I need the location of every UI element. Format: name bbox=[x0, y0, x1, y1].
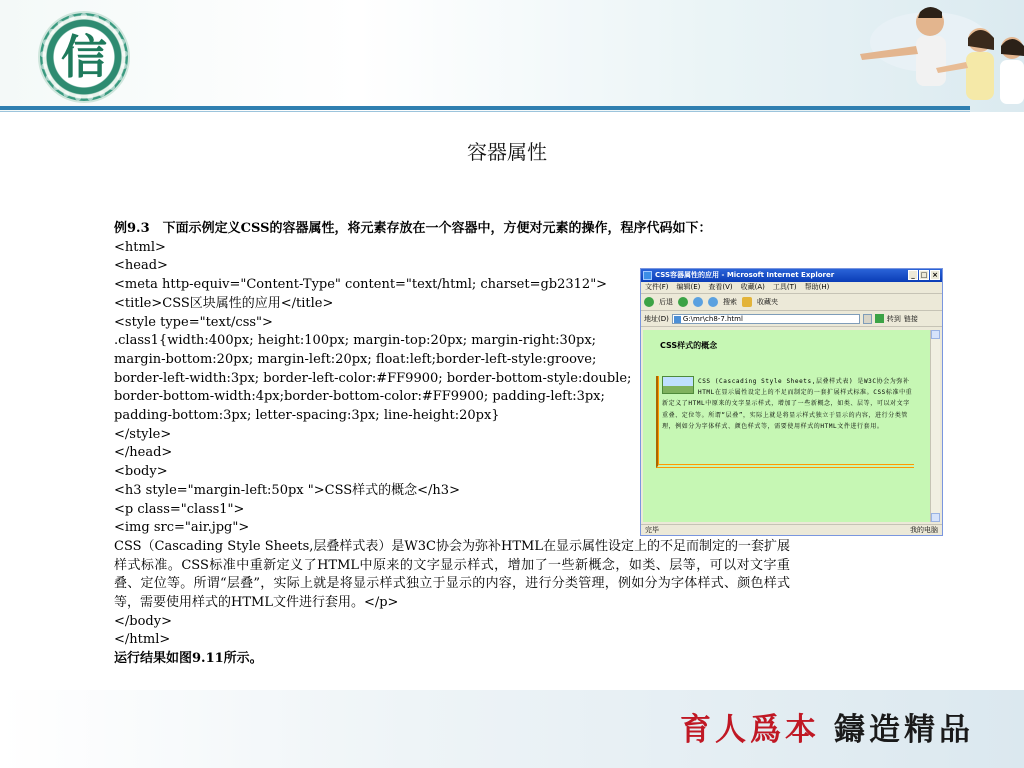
code-line: <body> bbox=[114, 464, 168, 480]
motto-right: 鑄造精品 bbox=[834, 712, 974, 748]
page-heading: CSS样式的概念 bbox=[660, 341, 718, 350]
school-logo bbox=[40, 13, 128, 101]
favorites-icon[interactable] bbox=[742, 297, 752, 307]
code-line: <img src="air.jpg"> bbox=[114, 520, 250, 536]
code-line: padding-bottom:3px; letter-spacing:3px; line-height:20px} bbox=[114, 408, 500, 424]
browser-title: CSS容器属性的应用 - Microsoft Internet Explorer bbox=[655, 271, 835, 279]
back-icon[interactable] bbox=[644, 297, 654, 307]
code-line: <html> bbox=[114, 239, 166, 255]
ie-icon bbox=[643, 271, 652, 280]
code-paragraph: CSS（Cascading Style Sheets,层叠样式表）是W3C协会为弥补HTML在显示属性设定上的不足而制定的一套扩展样式标准。CSS标准中重新定义了HTML中原来的文字显示样式，增加了一些新概念，如类、层等，可以对文字重叠、定位等。所谓“层叠”，实际上就是将显示样式独立于显示的内容，进行分类管理，例如分为字体样式、颜色样式等，需要使用样式的HTML文件进行套用。</p> bbox=[114, 538, 790, 611]
code-line: <p class="class1"> bbox=[114, 501, 245, 517]
code-line: <title>CSS区块属性的应用</title> bbox=[114, 295, 334, 311]
code-line: <head> bbox=[114, 258, 168, 274]
slide-title: 容器属性 bbox=[467, 140, 547, 164]
address-input[interactable] bbox=[672, 314, 860, 324]
code-line: </head> bbox=[114, 445, 173, 461]
menu-view[interactable]: 查看(V) bbox=[708, 283, 733, 291]
header-rule bbox=[0, 106, 970, 110]
code-line: margin-bottom:20px; margin-left:20px; float:left;border-left-style:groove; bbox=[114, 351, 597, 367]
header-rule-thin bbox=[0, 111, 970, 112]
code-line: <meta http-equiv="Content-Type" content="text/html; charset=gb2312"> bbox=[114, 277, 608, 293]
code-line: border-bottom-width:4px;border-bottom-color:#FF9900; padding-left:3px; bbox=[114, 389, 605, 405]
minimize-icon[interactable]: _ bbox=[908, 270, 918, 280]
menu-edit[interactable]: 编辑(E) bbox=[676, 283, 701, 291]
menu-tools[interactable]: 工具(T) bbox=[772, 283, 797, 291]
people-illustration bbox=[840, 2, 1024, 106]
page-icon bbox=[674, 316, 681, 323]
go-button[interactable]: 转到 bbox=[886, 314, 901, 323]
code-line: <style type="text/css"> bbox=[114, 314, 273, 330]
code-line: </html> bbox=[114, 632, 171, 648]
favorites-button[interactable]: 收藏夹 bbox=[757, 298, 778, 306]
refresh-icon[interactable] bbox=[693, 297, 703, 307]
address-value: G:\mr\ch8-7.html bbox=[682, 314, 743, 323]
code-line: <h3 style="margin-left:50px ">CSS样式的概念</h3> bbox=[114, 482, 460, 498]
example-intro: 例9.3 下面示例定义CSS的容器属性，将元素存放在一个容器中，方便对元素的操作，程序代码如下： bbox=[114, 221, 712, 236]
scroll-up-icon[interactable] bbox=[931, 330, 940, 339]
go-icon[interactable] bbox=[875, 314, 884, 323]
status-zone: 我的电脑 bbox=[910, 526, 938, 534]
browser-screenshot bbox=[640, 268, 943, 536]
address-bar bbox=[641, 311, 942, 327]
code-line: </body> bbox=[114, 613, 172, 629]
page-viewport bbox=[643, 330, 931, 522]
code-line: </style> bbox=[114, 426, 172, 442]
container-text: CSS (Cascading Style Sheets,层叠样式表) 是W3C协会为弥补HTML在显示属性设定上的不足而制定的一套扩展样式标准。CSS标准中重新定义了HTML中原来的文字显示样式，增加了一些新概念，如类、层等，可以对文字重叠、定位等。所谓“层叠”，实际上就是将显示样式独立于显示的内容，进行分类管理，例如分为字体样式、颜色样式等，需要使用样式的HTML文件进行套用。 bbox=[662, 378, 913, 430]
vertical-scrollbar[interactable] bbox=[930, 330, 940, 522]
scroll-down-icon[interactable] bbox=[931, 513, 940, 522]
logo-character: 信 bbox=[61, 30, 107, 84]
back-button[interactable]: 后退 bbox=[659, 298, 673, 306]
links-label[interactable]: 链接 bbox=[903, 314, 918, 323]
search-button[interactable]: 搜索 bbox=[723, 298, 737, 306]
home-icon[interactable] bbox=[708, 297, 718, 307]
forward-icon[interactable] bbox=[678, 297, 688, 307]
menu-help[interactable]: 帮助(H) bbox=[804, 283, 830, 291]
browser-toolbar bbox=[641, 294, 942, 311]
close-icon[interactable]: × bbox=[930, 270, 940, 280]
menu-favorites[interactable]: 收藏(A) bbox=[740, 283, 765, 291]
address-label: 地址(D) bbox=[644, 314, 669, 323]
browser-titlebar bbox=[641, 269, 942, 282]
result-caption: 运行结果如图9.11所示。 bbox=[114, 651, 263, 667]
class1-container bbox=[656, 376, 914, 468]
motto-left: 育人爲本 bbox=[680, 712, 820, 748]
school-motto bbox=[680, 704, 974, 749]
code-line: border-left-width:3px; border-left-color:#FF9900; border-bottom-style:double; bbox=[114, 370, 632, 386]
browser-menubar bbox=[641, 282, 942, 294]
address-dropdown-icon[interactable] bbox=[863, 314, 872, 324]
maximize-icon[interactable]: □ bbox=[920, 271, 928, 279]
code-line: .class1{width:400px; height:100px; margin-top:20px; margin-right:30px; bbox=[114, 333, 597, 349]
status-text: 完毕 bbox=[645, 526, 659, 534]
air-image bbox=[662, 376, 694, 394]
menu-file[interactable]: 文件(F) bbox=[645, 283, 669, 291]
browser-statusbar bbox=[641, 524, 942, 535]
